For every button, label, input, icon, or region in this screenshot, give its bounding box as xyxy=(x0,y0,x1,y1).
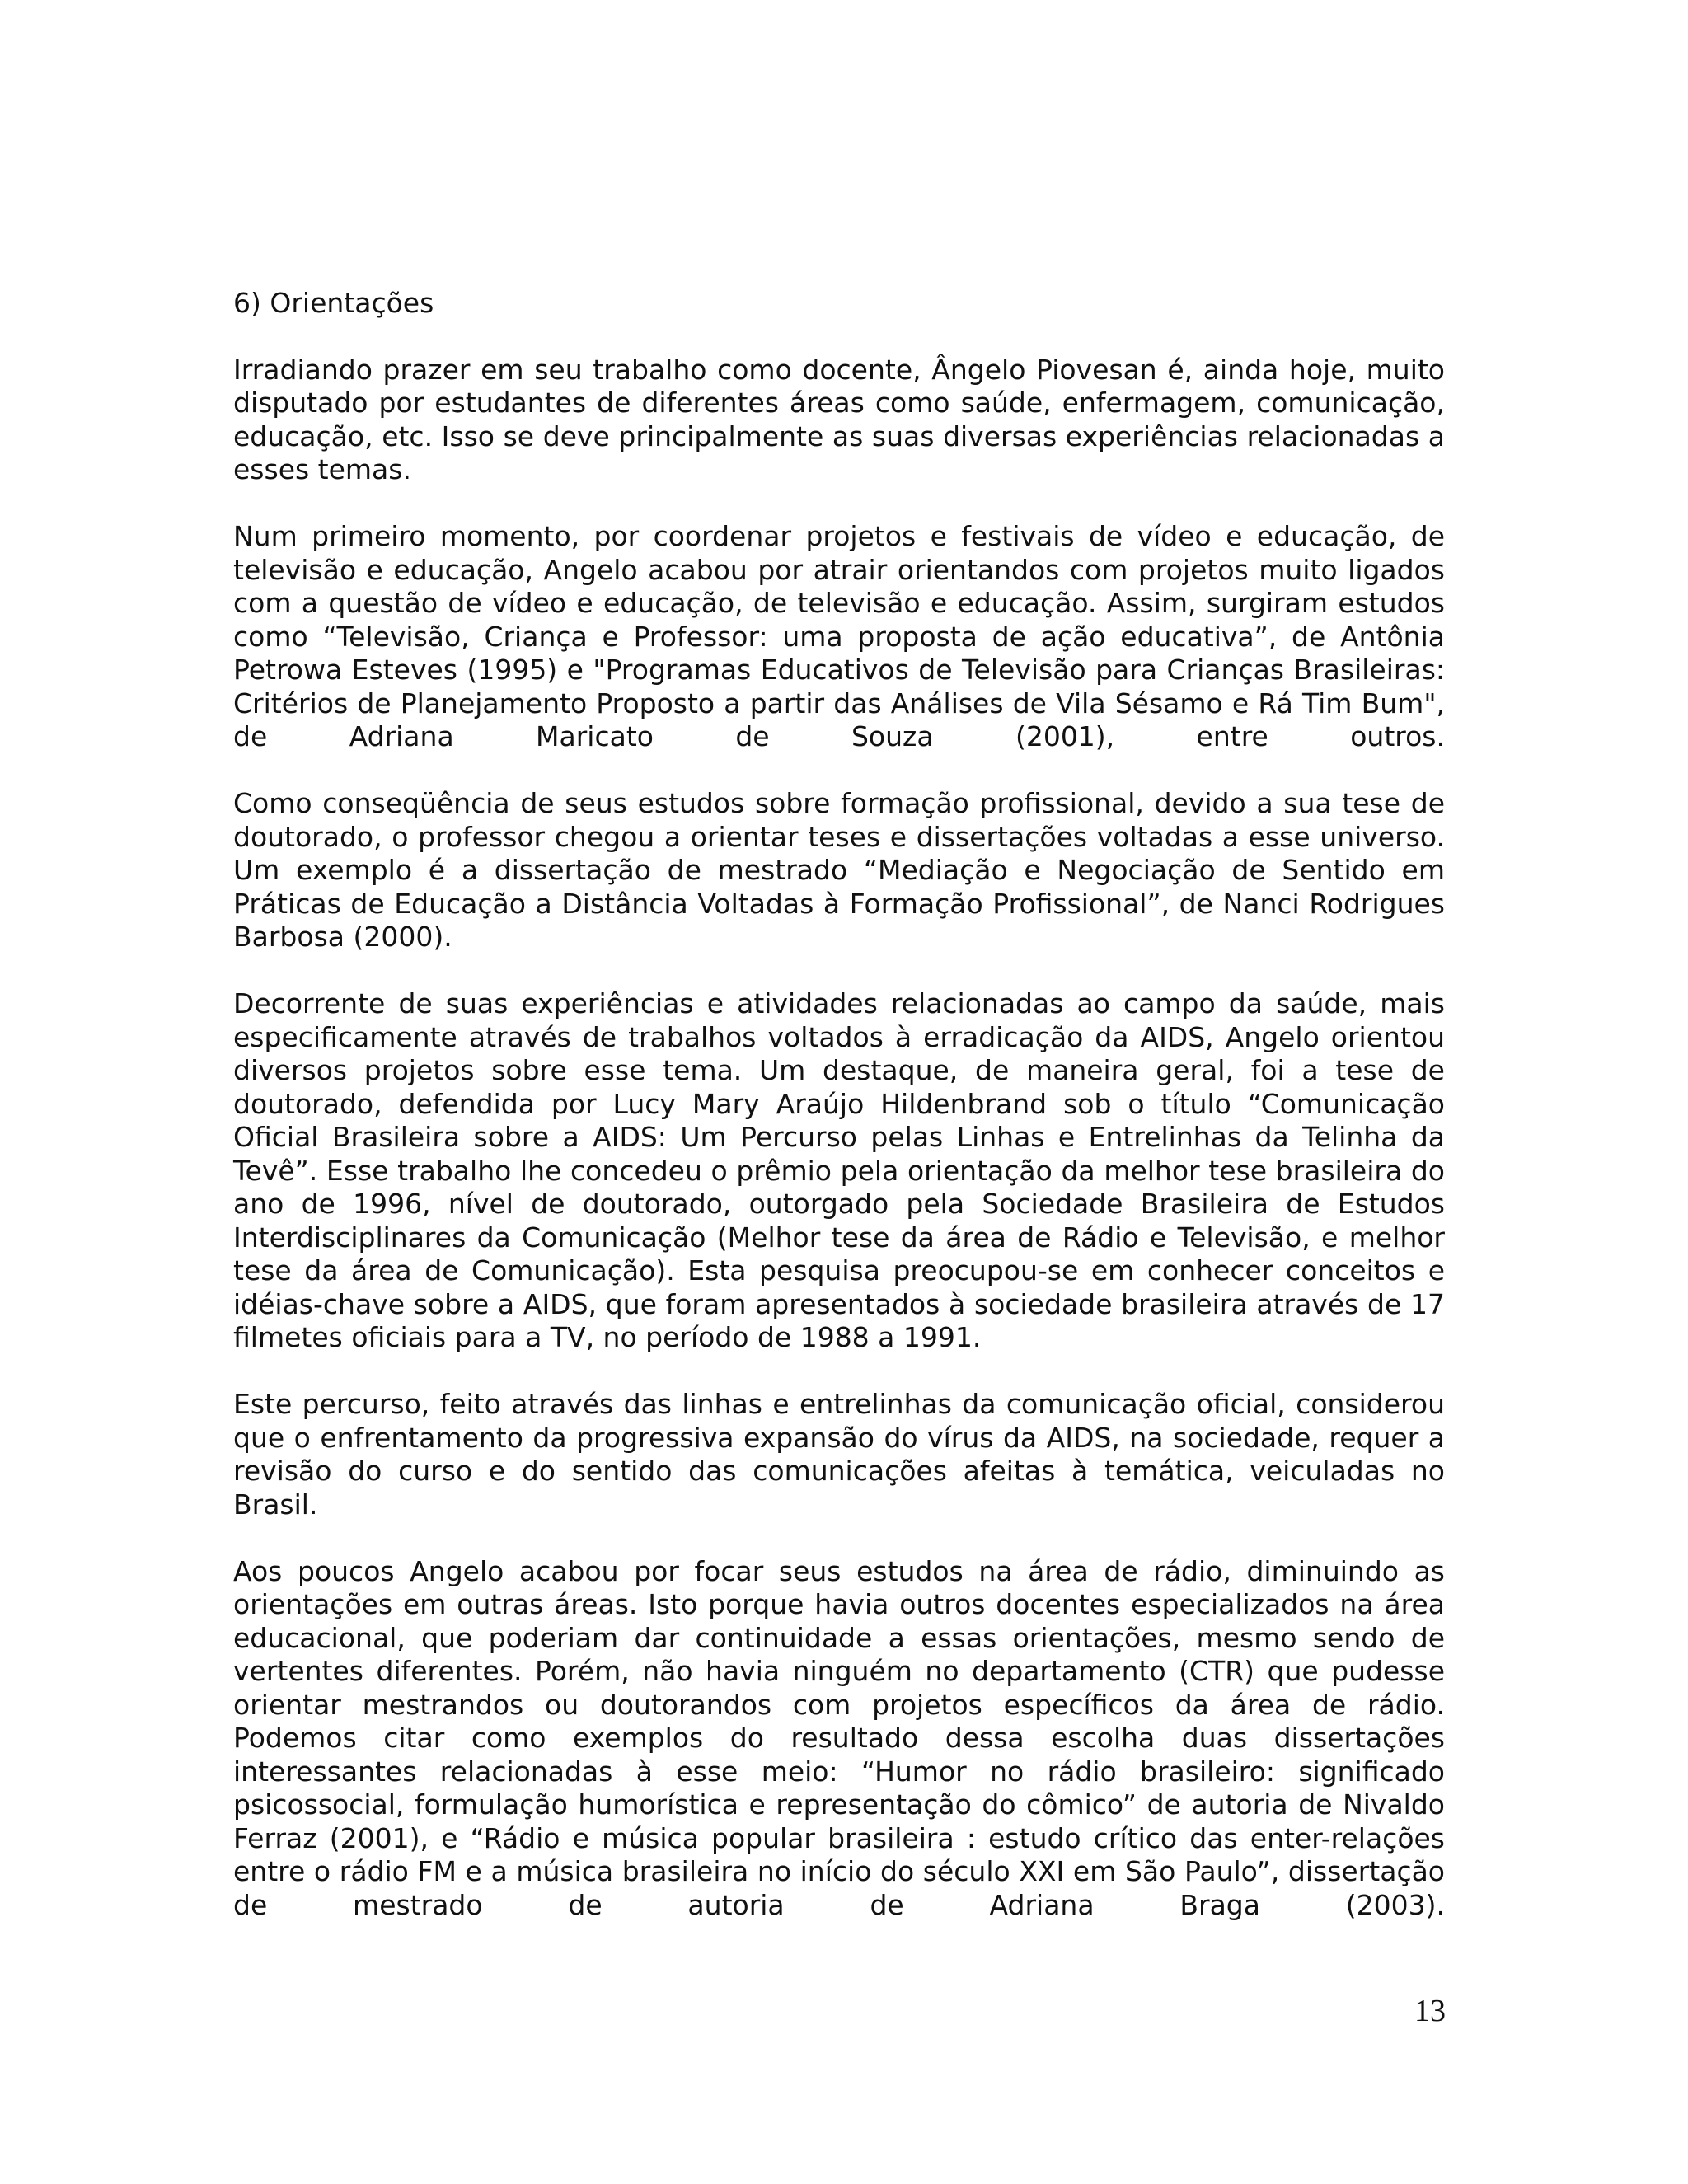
page-number: 13 xyxy=(1414,1994,1446,2028)
paragraph-5: Este percurso, feito através das linhas e entrelinhas da comunicação oficial, considerou que o enfrentamento da progressiva expansão do vírus da AIDS, na sociedade, requer a revisão do curso e do sentido das comunicações afeitas à temática, veiculadas no Brasil. xyxy=(233,1388,1445,1521)
paragraph-6: Aos poucos Angelo acabou por focar seus estudos na área de rádio, diminuindo as orientações em outras áreas. Isto porque havia outros docentes especializados na área educacional, que poderiam dar continuidade a essas orientações, mesmo sendo de vertentes diferentes. Porém, não havia ninguém no departamento (CTR) que pudesse orientar mestrandos ou doutorandos com projetos específicos da área de rádio. Podemos citar como exemplos do resultado dessa escolha duas dissertações interessantes relacionadas à esse meio: “Humor no rádio brasileiro: significado psicossocial, formulação humorística e representação do cômico” de autoria de Nivaldo Ferraz (2001), e “Rádio e música popular brasileira : estudo crítico das enter-relações entre o rádio FM e a música brasileira no início do século XXI em São Paulo”, dissertação de mestrado de autoria de Adriana Braga (2003). xyxy=(233,1554,1445,1921)
paragraph-1: Irradiando prazer em seu trabalho como docente, Ângelo Piovesan é, ainda hoje, muito disputado por estudantes de diferentes áreas como saúde, enfermagem, comunicação, educação, etc. Isso se deve principalmente as suas diversas experiências relacionadas a esses temas. xyxy=(233,353,1445,485)
page-body xyxy=(233,287,1445,1956)
section-heading: 6) Orientações xyxy=(233,287,434,319)
paragraph-2: Num primeiro momento, por coordenar projetos e festivais de vídeo e educação, de televisão e educação, Angelo acabou por atrair orientandos com projetos muito ligados com a questão de vídeo e educação, de televisão e educação. Assim, surgiram estudos como “Televisão, Criança e Professor: uma proposta de ação educativa”, de Antônia Petrowa Esteves (1995) e "Programas Educativos de Televisão para Crianças Brasileiras: Critérios de Planejamento Proposto a partir das Análises de Vila Sésamo e Rá Tim Bum", de Adriana Maricato de Souza (2001), entre outros. xyxy=(233,520,1445,752)
paragraph-3: Como conseqüência de seus estudos sobre formação profissional, devido a sua tese de doutorado, o professor chegou a orientar teses e dissertações voltadas a esse universo. Um exemplo é a dissertação de mestrado “Mediação e Negociação de Sentido em Práticas de Educação a Distância Voltadas à Formação Profissional”, de Nanci Rodrigues Barbosa (2000). xyxy=(233,787,1445,953)
paragraph-4: Decorrente de suas experiências e atividades relacionadas ao campo da saúde, mais especificamente através de trabalhos voltados à erradicação da AIDS, Angelo orientou diversos projetos sobre esse tema. Um destaque, de maneira geral, foi a tese de doutorado, defendida por Lucy Mary Araújo Hildenbrand sob o título “Comunicação Oficial Brasileira sobre a AIDS: Um Percurso pelas Linhas e Entrelinhas da Telinha da Tevê”. Esse trabalho lhe concedeu o prêmio pela orientação da melhor tese brasileira do ano de 1996, nível de doutorado, outorgado pela Sociedade Brasileira de Estudos Interdisciplinares da Comunicação (Melhor tese da área de Rádio e Televisão, e melhor tese da área de Comunicação). Esta pesquisa preocupou-se em conhecer conceitos e idéias-chave sobre a AIDS, que foram apresentados à sociedade brasileira através de 17 filmetes oficiais para a TV, no período de 1988 a 1991. xyxy=(233,987,1445,1353)
